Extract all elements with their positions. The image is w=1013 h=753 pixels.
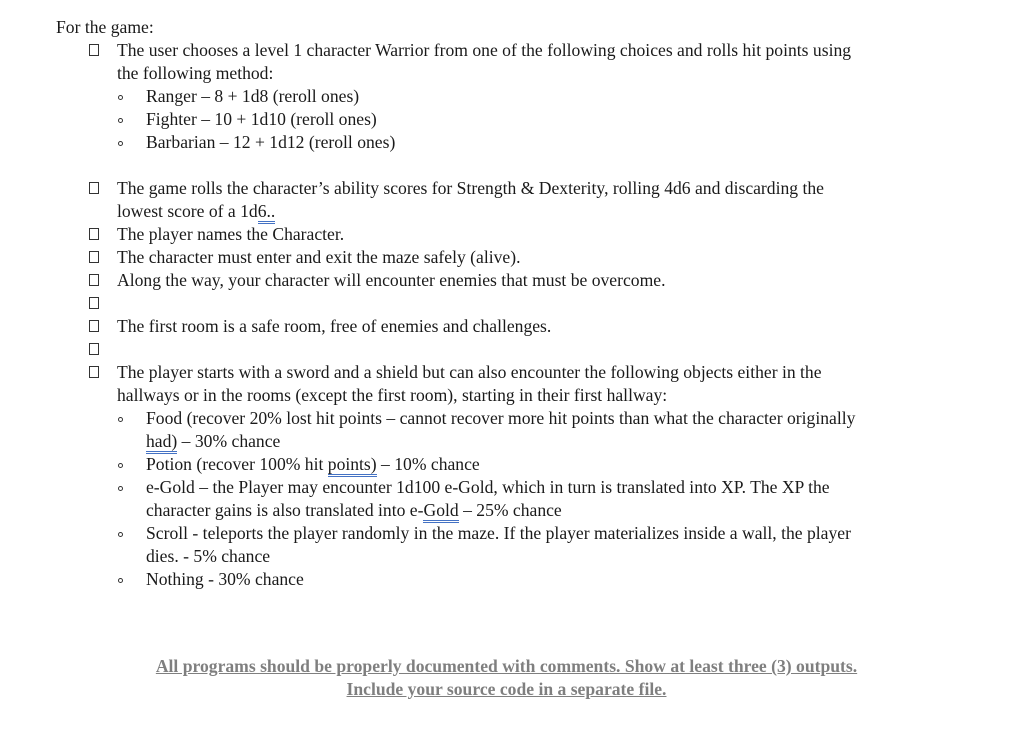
- footer-note-line-2: Include your source code in a separate file.: [346, 679, 667, 699]
- intro-text: For the game:: [56, 17, 154, 37]
- object-egold-line-1: e-Gold – the Player may encounter 1d100 e-Gold, which in turn is translated into XP. The XP the: [146, 477, 830, 497]
- checkbox-bullet-icon: [89, 182, 99, 194]
- checkbox-bullet-icon: [89, 274, 99, 286]
- bullet-4-text: The character must enter and exit the maze safely (alive).: [117, 247, 521, 267]
- checkbox-bullet-icon: [89, 366, 99, 378]
- checkbox-bullet-icon: [89, 44, 99, 56]
- checkbox-bullet-icon: [89, 297, 99, 309]
- bullet-5-text: Along the way, your character will encounter enemies that must be overcome.: [117, 270, 666, 290]
- circle-bullet-icon: [118, 95, 123, 100]
- bullet-2-text: lowest score of a 1d: [117, 201, 258, 221]
- object-potion-chance: – 10% chance: [376, 454, 480, 474]
- checkbox-bullet-icon: [89, 343, 99, 355]
- bullet-7-text: The first room is a safe room, free of enemies and challenges.: [117, 316, 552, 336]
- grammar-mark: Gold: [423, 500, 458, 523]
- bullet-1-line-2: the following method:: [117, 63, 274, 83]
- checkbox-bullet-icon: [89, 251, 99, 263]
- circle-bullet-icon: [118, 118, 123, 123]
- object-nothing: Nothing - 30% chance: [146, 569, 304, 589]
- circle-bullet-icon: [118, 463, 123, 468]
- bullet-2-line-1: The game rolls the character’s ability scores for Strength & Dexterity, rolling 4d6 and discarding the: [117, 178, 824, 198]
- class-option-ranger: Ranger – 8 + 1d8 (reroll ones): [146, 86, 360, 106]
- circle-bullet-icon: [118, 417, 123, 422]
- object-food-line-2: [146, 430, 280, 453]
- circle-bullet-icon: [118, 578, 123, 583]
- object-food-chance: – 30% chance: [177, 431, 281, 451]
- circle-bullet-icon: [118, 486, 123, 491]
- bullet-9-line-2: hallways or in the rooms (except the first room), starting in their first hallway:: [117, 385, 668, 405]
- bullet-1-line-1: The user chooses a level 1 character Warrior from one of the following choices and rolls hit points using: [117, 40, 852, 60]
- object-egold-chance: – 25% chance: [458, 500, 562, 520]
- checkbox-bullet-icon: [89, 320, 99, 332]
- grammar-mark: points): [328, 454, 377, 477]
- grammar-mark: 6..: [258, 201, 276, 224]
- grammar-mark: had): [146, 431, 177, 454]
- object-egold-text: character gains is also translated into e-: [146, 500, 424, 520]
- bullet-2-line-2: [117, 200, 275, 223]
- object-food-line-1: Food (recover 20% lost hit points – cannot recover more hit points than what the character originally: [146, 408, 856, 428]
- checkbox-bullet-icon: [89, 228, 99, 240]
- object-potion: [146, 453, 480, 476]
- object-potion-text: Potion (recover 100% hit: [146, 454, 328, 474]
- circle-bullet-icon: [118, 532, 123, 537]
- class-option-fighter: Fighter – 10 + 1d10 (reroll ones): [146, 109, 377, 129]
- bullet-3-text: The player names the Character.: [117, 224, 345, 244]
- object-scroll-line-2: dies. - 5% chance: [146, 546, 271, 566]
- class-option-barbarian: Barbarian – 12 + 1d12 (reroll ones): [146, 132, 396, 152]
- bullet-9-line-1: The player starts with a sword and a shield but can also encounter the following objects either in the: [117, 362, 822, 382]
- object-scroll-line-1: Scroll - teleports the player randomly in the maze. If the player materializes inside a wall, the player: [146, 523, 851, 543]
- footer-note-line-1: All programs should be properly documented with comments. Show at least three (3) outputs.: [155, 656, 858, 676]
- object-egold-line-2: [146, 499, 562, 522]
- circle-bullet-icon: [118, 141, 123, 146]
